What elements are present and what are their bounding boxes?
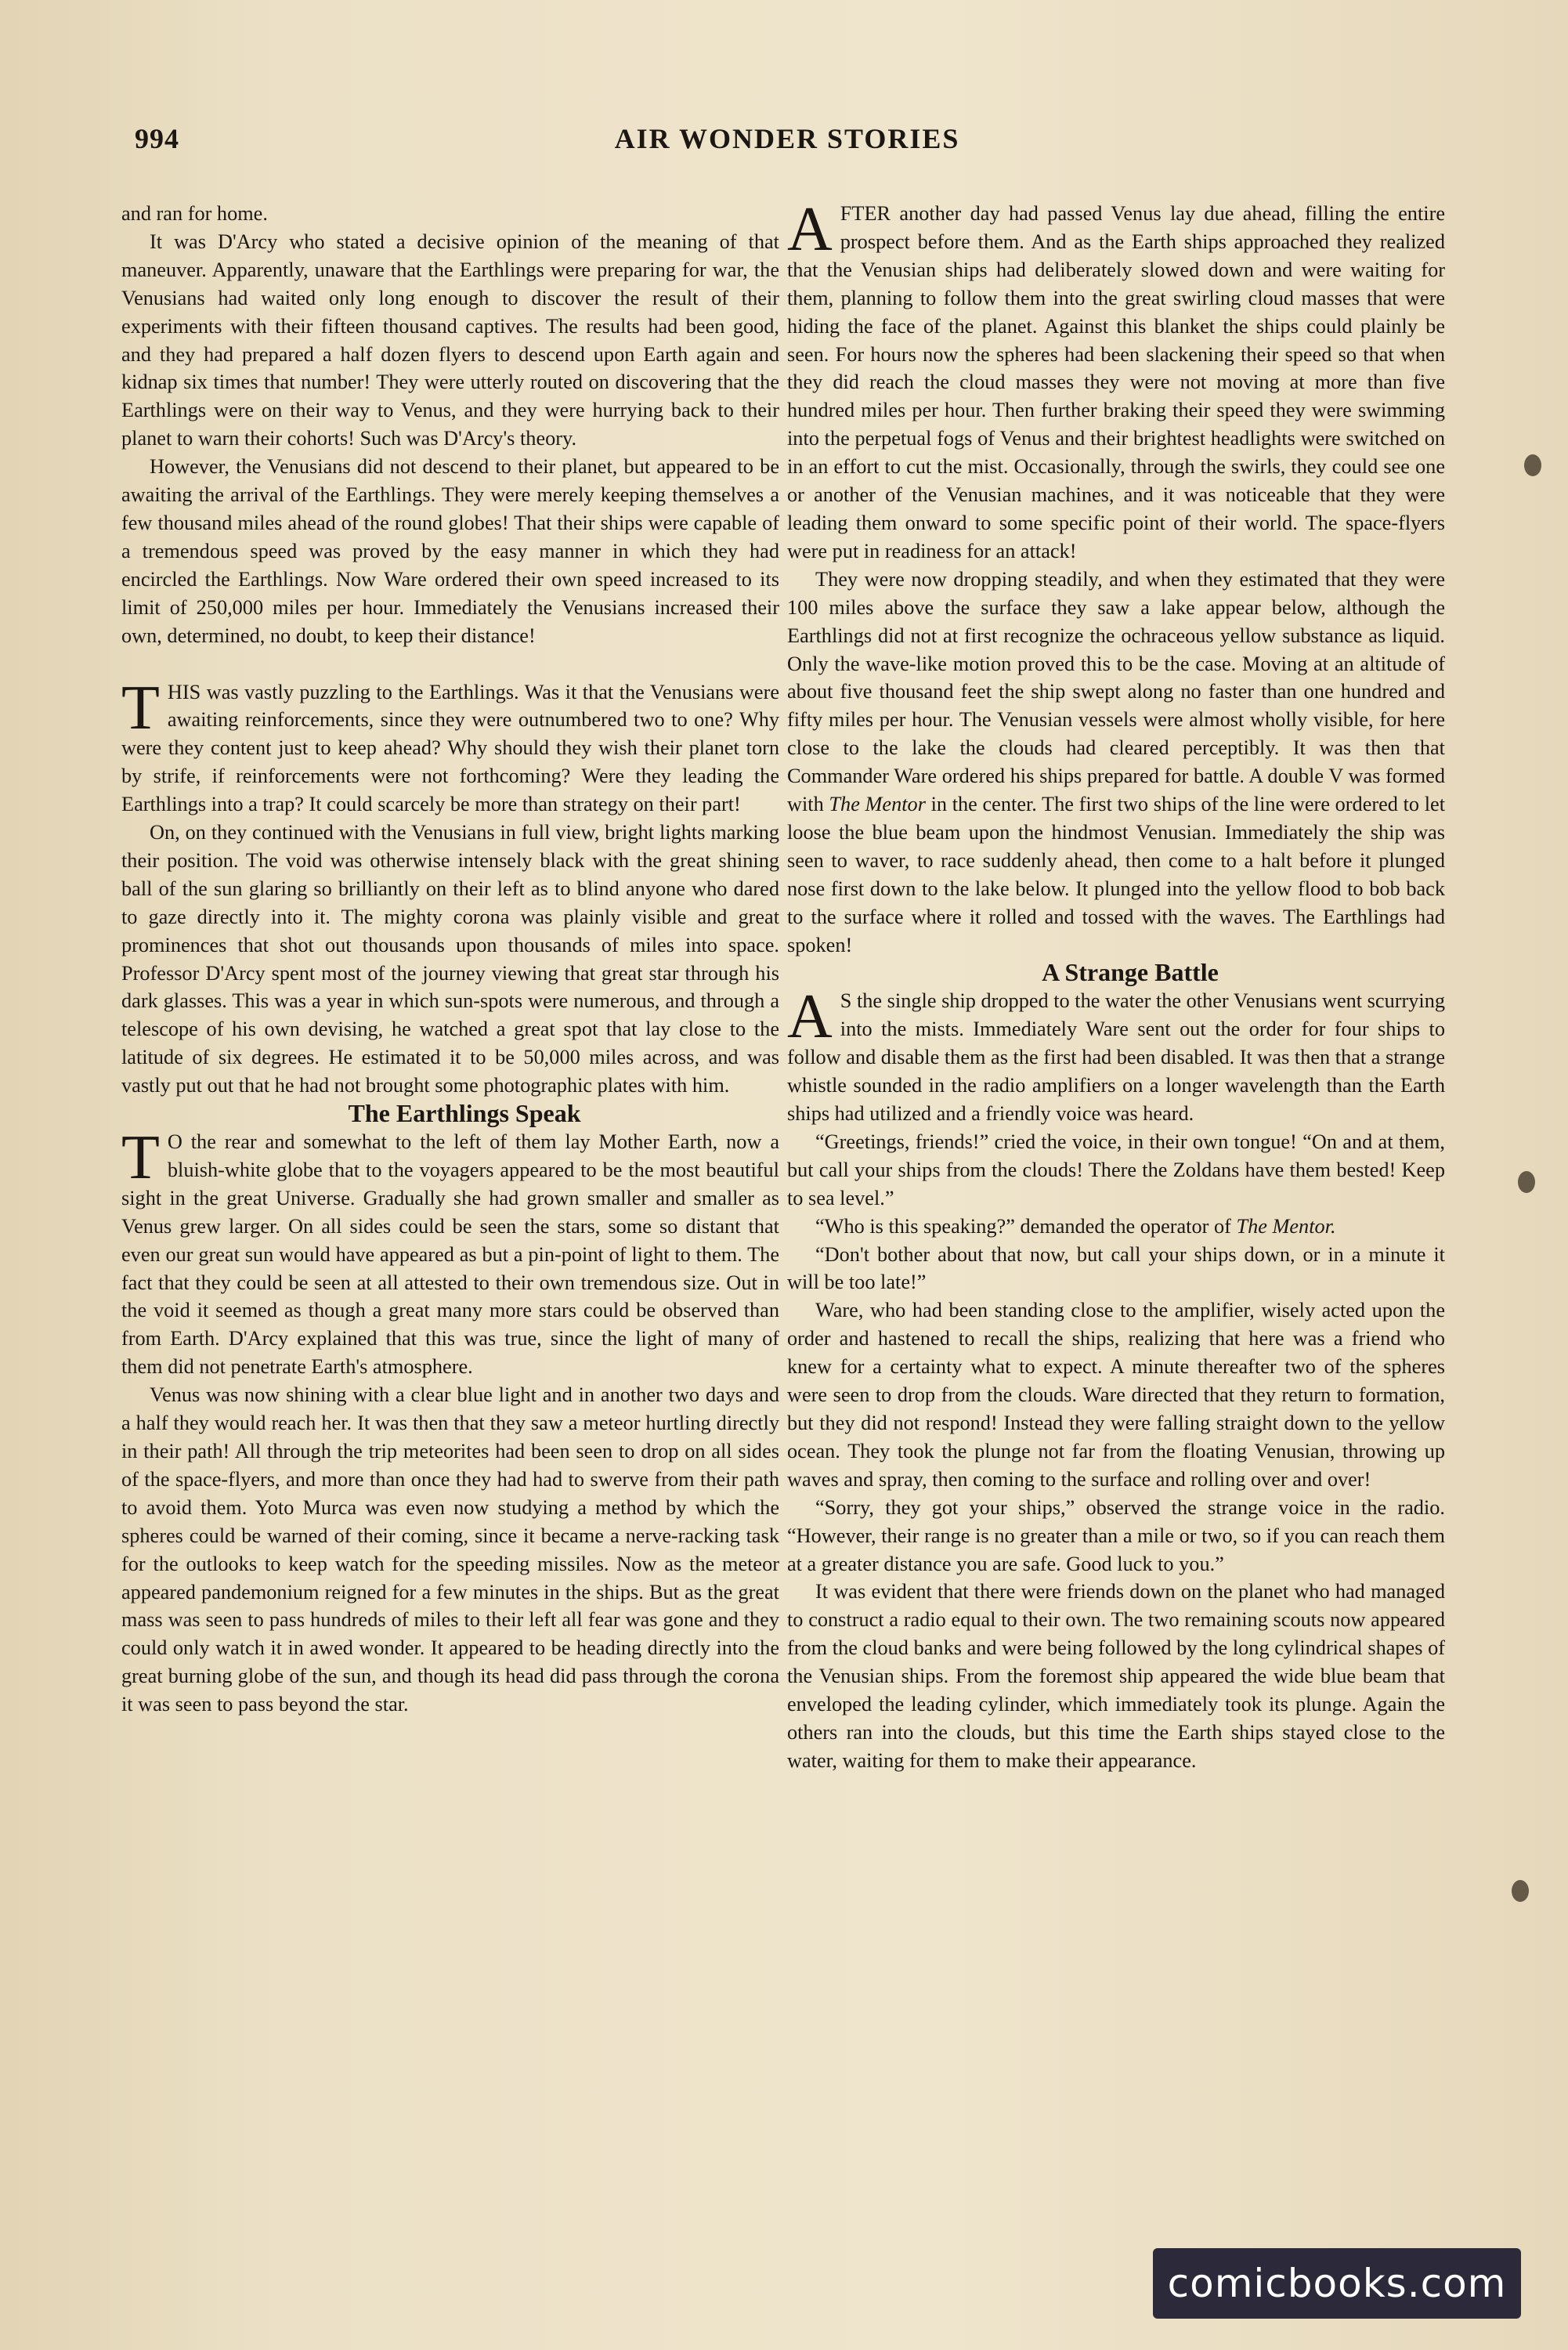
paragraph	[121, 1123, 779, 1381]
paragraph: Venus was now shining with a clear blue light and in another two days and a half they would reach her. It was then that they saw a meteor hurtling directly in their path! All through the trip meteorites had been seen to drop on all sides of the space-flyers, and more than once they had had to swerve from their path to avoid them. Yoto Murca was even now studying a method by which the spheres could be warned of their coming, since it became a nerve-racking task for the outlooks to keep watch for the speeding missiles. Now as the meteor appeared pandemonium reigned for a few minutes in the ships. But as the great mass was seen to pass hundreds of miles to their left all fear was gone and they could only watch it in awed wonder. It appeared to be heading directly into the great burning globe of the sun, and though its head did pass through the corona it was seen to pass beyond the star.	[121, 1383, 779, 1716]
paragraph-text: They were now dropping steadily, and when they estimated that they were 100 miles above the surface they saw a lake appear below, although the Earthlings did not at first recognize the ochraceous yellow substance as liquid. Only the wave-like motion proved this to be the case. Moving at an altitude of about five thousand feet the ship swept along no faster than one hundred and fifty miles per hour. The Venusian vessels were almost wholly visible, for here close to the lake the clouds had cleared perceptibly. It was then that Commander Ware ordered his ships prepared for battle. A double V was formed with	[787, 567, 1445, 816]
paragraph-text: in the center. The first two ships of the line were ordered to let loose the blue beam upon the hindmost Venusian. Immediately the ship was seen to waver, to race suddenly ahead, then come to a halt before it plunged nose first down to the lake below. It plunged into the yellow flood to bob back to the surface where it rolled and tossed with the waves. The Earthlings had spoken!	[787, 793, 1446, 956]
paragraph-text: O the rear and somewhat to the left of them lay Mother Earth, now a bluish-white globe that to the voyagers appeared to be the most beautiful sight in the great Universe. Gradually she had grown smaller and smaller as Venus grew larger. On all sides could be seen the stars, some so distant that even our great sun would have appeared as but a pin-point of light to them. The fact that they could be seen at all attested to their own tremendous size. Out in the void it seemed as though a great many more stars could be observed than from Earth. D'Arcy explained that this was true, since the light of many of them did not penetrate Earth's atmosphere.	[121, 1130, 779, 1379]
paragraph: It was evident that there were friends down on the planet who had managed to construct a radio equal to their own. The two remaining scouts now appeared from the cloud banks and were being followed by the long cylindrical shapes of the Venusian ships. From the foremost ship appeared the wide blue beam that enveloped the leading cylinder, which immediately took its plunge. Again the others ran into the clouds, but this time the Earth ships stayed close to the water, waiting for them to make their appearance.	[787, 1580, 1445, 1772]
paragraph-text: FTER another day had passed Venus lay due ahead, filling the entire prospect before them. And as the Earth ships approached they realized that the Venusian ships had deliberately slowed down and were waiting for them, planning to follow them into the great swirling cloud masses that were hiding the face of the planet. Against this blanket the ships could plainly be seen. For hours now the spheres had been slackening their speed so that when they did reach the cloud masses they were not moving at more than five hundred miles per hour. Then further braking their speed they were swimming into the perpetual fogs of Venus and their brightest headlights were switched on in an effort to cut the mist. Occasionally, through the swirls, they could see one or another of the Venusian machines, and it was noticeable that they were leading them onward to some specific point of their world. The space-flyers were put in readiness for an attack!	[787, 202, 1445, 562]
paragraph: “Greetings, friends!” cried the voice, in their own tongue! “On and at them, but call your ships from the clouds! There the Zoldans have them bested! Keep to sea level.”	[787, 1130, 1445, 1209]
binding-hole	[1518, 1171, 1535, 1193]
running-head	[117, 122, 1457, 169]
magazine-title: AIR WONDER STORIES	[614, 123, 960, 154]
drop-cap: A	[787, 982, 833, 1052]
section-heading: The Earthlings Speak	[348, 1099, 581, 1128]
ship-name: The Mentor.	[1236, 1214, 1336, 1238]
paragraph: and ran for home.	[121, 202, 268, 225]
paragraph: Ware, who had been standing close to the amplifier, wisely acted upon the order and hastened to recall the ships, realizing that here was a friend who knew for a certainty what to expect. A minute thereafter two of the spheres were seen to drop from the clouds. Ware directed that they return to formation, but they did not respond! Instead they were falling straight down to the yellow ocean. They took the plunge not far from the floating Venusian, throwing up waves and spray, then coming to the surface and rolling over and over!	[787, 1299, 1445, 1491]
drop-cap: T	[121, 1123, 160, 1192]
watermark-logo	[1153, 2248, 1521, 2319]
paragraph-text: S the single ship dropped to the water the other Venusians went scurrying into the mists. Immediately Ware sent out the order for four ships to follow and disable them as the first had been disabled. It was then that a strange whistle sounded in the radio amplifiers on a longer wavelength than the Earth ships had utilized and a friendly voice was heard.	[787, 989, 1445, 1125]
section-heading: A Strange Battle	[1042, 958, 1219, 987]
right-column	[787, 195, 1446, 1775]
paragraph-text: “Who is this speaking?” demanded the operator of	[815, 1214, 1237, 1238]
paragraph-text: HIS was vastly puzzling to the Earthlings. Was it that the Venusians were awaiting reinforcements, since they were outnumbered two to one? Why were they content just to keep ahead? Why should they wish their planet torn by strife, if reinforcements were not forthcoming? Were they leading the Earthlings into a trap? It could scarcely be more than strategy on their part!	[121, 680, 779, 816]
drop-cap: A	[787, 195, 833, 264]
page-number: 994	[135, 123, 179, 154]
paragraph: It was D'Arcy who stated a decisive opinion of the meaning of that maneuver. Apparently, unaware that the Earthlings were preparing for war, the Venusians had waited only long enough to discover the result of their experiments with their fifteen thousand captives. The results had been good, and they had prepared a half dozen flyers to descend upon Earth again and kidnap six times that number! They were utterly routed on discovering that the Earthlings were on their way to Venus, and they were hurrying back to their planet to warn their cohorts! Such was D'Arcy's theory.	[121, 230, 779, 450]
paragraph: On, on they continued with the Venusians in full view, bright lights marking their position. The void was otherwise intensely black with the great shining ball of the sun glaring so brilliantly on their left as to blind anyone who dared to gaze directly into it. The mighty corona was plainly visible and great prominences that shot out thousands upon thousands of miles into space. Professor D'Arcy spent most of the journey viewing that great star through his dark glasses. This was a year in which sun-spots were numerous, and through a telescope of his own devising, he watched a great spot that lay close to the latitude of six degrees. He estimated it to be 50,000 miles across, and was vastly put out that he had not brought some photographic plates with him.	[121, 821, 779, 1097]
paragraph: “Sorry, they got your ships,” observed the strange voice in the radio. “However, their range is no greater than a mile or two, so if you can reach them at a greater distance you are safe. Good luck to you.”	[787, 1495, 1445, 1575]
left-column	[121, 200, 779, 1719]
paragraph	[787, 195, 1445, 566]
paragraph	[787, 566, 1445, 960]
paragraph: “Don't bother about that now, but call your ships down, or in a minute it will be too late!”	[787, 1242, 1445, 1294]
binding-hole	[1524, 454, 1541, 476]
binding-hole	[1512, 1880, 1529, 1902]
drop-cap: T	[121, 673, 160, 743]
paragraph	[787, 1213, 1445, 1241]
ship-name: The Mentor	[829, 793, 926, 816]
paragraph	[787, 982, 1445, 1128]
watermark-text: comicbooks.com	[1167, 2261, 1507, 2306]
paragraph	[121, 673, 779, 819]
paragraph: However, the Venusians did not descend to their planet, but appeared to be awaiting the arrival of the Earthlings. They were merely keeping themselves a few thousand miles ahead of the round globes! That their ships were capable of a tremendous speed was proved by the easy manner in which they had encircled the Earthlings. Now Ware ordered their own speed increased to its limit of 250,000 miles per hour. Immediately the Venusians increased their own, determined, no doubt, to keep their distance!	[121, 455, 779, 647]
